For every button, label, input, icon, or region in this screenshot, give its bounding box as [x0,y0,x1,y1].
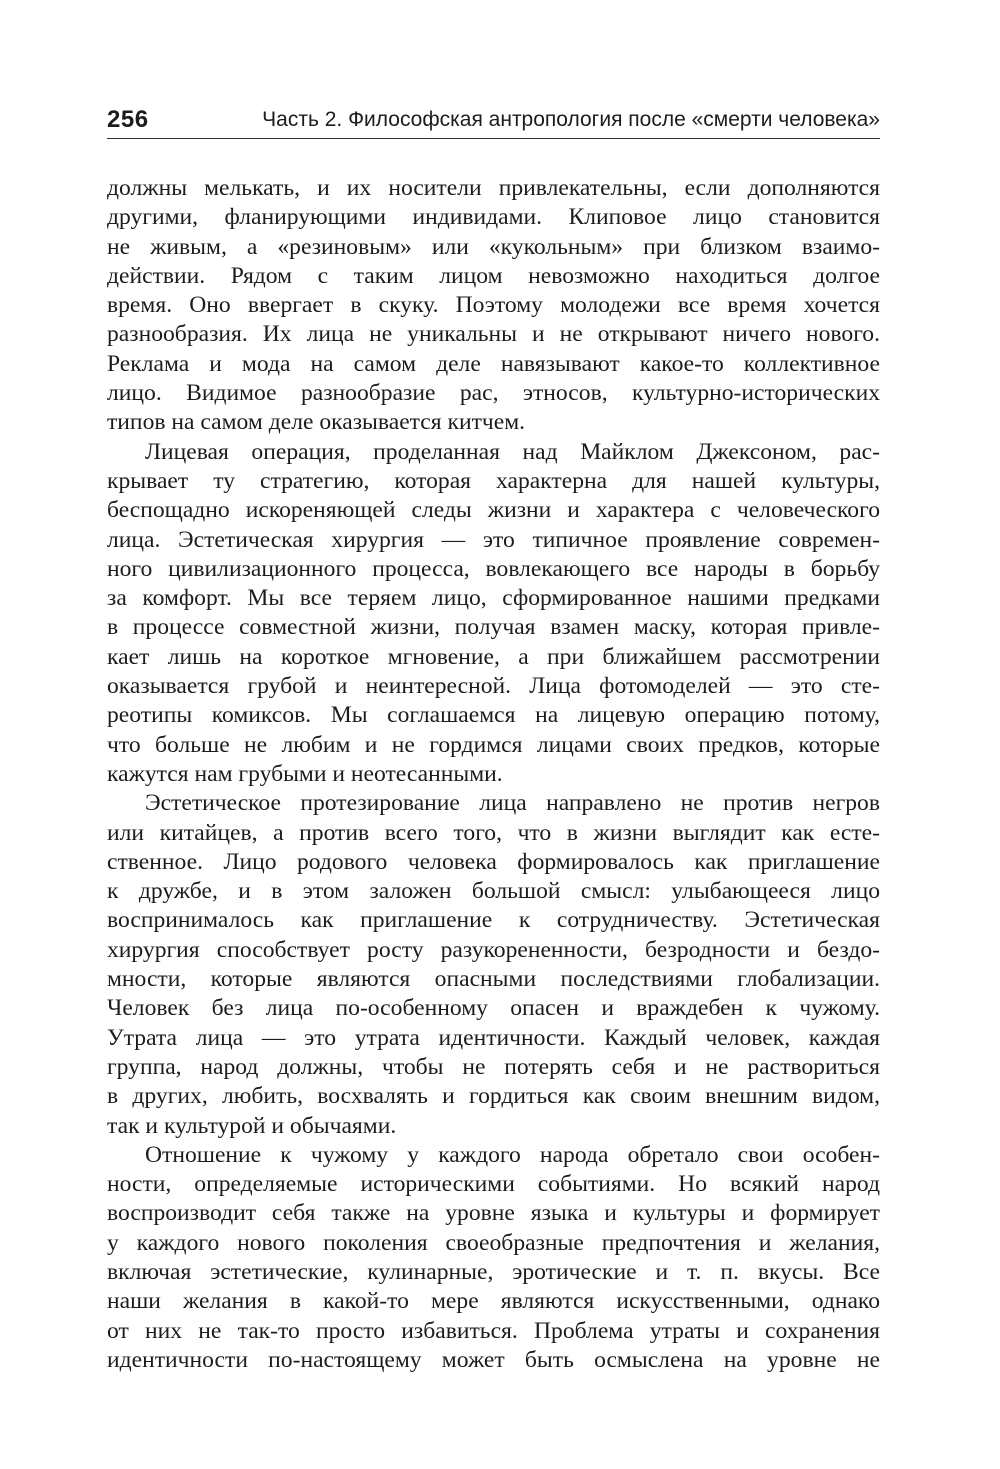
text-line: ственное. Лицо родового человека формировалось как приглашение [107,848,880,875]
body-text [107,174,880,1375]
paragraph-4 [107,1141,880,1375]
text-line: хирургия способствует росту разукорененности, безродности и бездо- [107,936,880,963]
text-line: время. Оно ввергает в скуку. Поэтому молодежи все время хочется [107,292,880,319]
text-line: реотипы комиксов. Мы соглашаемся на лицевую операцию потому, [107,702,880,729]
text-line: в процессе совместной жизни, получая взамен маску, которая привле- [107,614,880,641]
text-line: в других, любить, восхвалять и гордиться как своим внешним видом, [107,1083,880,1110]
text-line: другими, фланирующими индивидами. Клиповое лицо становится [107,204,880,231]
text-line: оказывается грубой и неинтересной. Лица фотомоделей — это сте- [107,673,880,700]
text-line: Утрата лица — это утрата идентичности. Каждый человек, каждая [107,1024,880,1051]
text-line: за комфорт. Мы все теряем лицо, сформированное нашими предками [107,585,880,612]
text-line: беспощадно искореняющей следы жизни и характера с человеческого [107,497,880,524]
text-line: ного цивилизационного процесса, вовлекающего все народы в борьбу [107,555,880,582]
text-line: кает лишь на короткое мгновение, а при ближайшем рассмотрении [107,643,880,670]
text-line: так и культурой и обычаями. [107,1112,397,1139]
text-line: группа, народ должны, чтобы не потерять себя и не раствориться [107,1053,880,1080]
paragraph-3 [107,789,880,1141]
text-line: лица. Эстетическая хирургия — это типичное проявление современ- [107,526,880,553]
text-line: Эстетическое протезирование лица направлено не против негров [145,790,880,817]
text-line: или китайцев, а против всего того, что в жизни выглядит как есте- [107,819,880,846]
text-line: воспринималось как приглашение к сотрудничеству. Эстетическая [107,907,880,934]
text-line: действии. Рядом с таким лицом невозможно находиться долгое [107,262,880,289]
text-line: Человек без лица по-особенному опасен и враждебен к чужому. [107,995,880,1022]
text-line: у каждого нового поколения своеобразные предпочтения и желания, [107,1229,880,1256]
text-line: от них не так-то просто избавиться. Проблема утраты и сохранения [107,1317,880,1344]
text-line: ности, определяемые историческими событиями. Но всякий народ [107,1171,880,1198]
text-line: типов на самом деле оказывается китчем. [107,409,526,436]
text-line: кажутся нам грубыми и неотесанными. [107,760,503,787]
text-line: Отношение к чужому у каждого народа обретало свои особен- [145,1141,880,1168]
text-line: Лицевая операция, проделанная над Майклом Джексоном, рас- [145,438,880,465]
text-line: лицо. Видимое разнообразие рас, этносов, культурно-исторических [107,380,880,407]
paragraph-2 [107,438,880,790]
running-header [107,104,880,139]
page-number: 256 [107,106,149,133]
text-line: включая эстетические, кулинарные, эротические и т. п. вкусы. Все [107,1258,880,1285]
text-line: идентичности по-настоящему может быть осмыслена на уровне не [107,1346,880,1373]
text-line: что больше не любим и не гордимся лицами своих предков, которые [107,731,880,758]
text-line: не живым, а «резиновым» или «кукольным» при близком взаимо- [107,233,880,260]
text-line: разнообразия. Их лица не уникальны и не открывают ничего нового. [107,321,880,348]
paragraph-1 [107,174,880,438]
text-line: наши желания в какой-то мере являются искусственными, однако [107,1288,880,1315]
text-line: воспроизводит себя также на уровне языка и культуры и формирует [107,1200,880,1227]
text-line: к дружбе, и в этом заложен большой смысл: улыбающееся лицо [107,878,880,905]
text-line: крывает ту стратегию, которая характерна для нашей культуры, [107,467,880,494]
text-line: должны мелькать, и их носители привлекательны, если дополняются [107,175,880,201]
text-line: Реклама и мода на самом деле навязывают какое-то коллективное [107,350,880,377]
text-line: мности, которые являются опасными последствиями глобализации. [107,966,880,993]
running-title: Часть 2. Философская антропология после «смерти человека» [262,108,880,131]
